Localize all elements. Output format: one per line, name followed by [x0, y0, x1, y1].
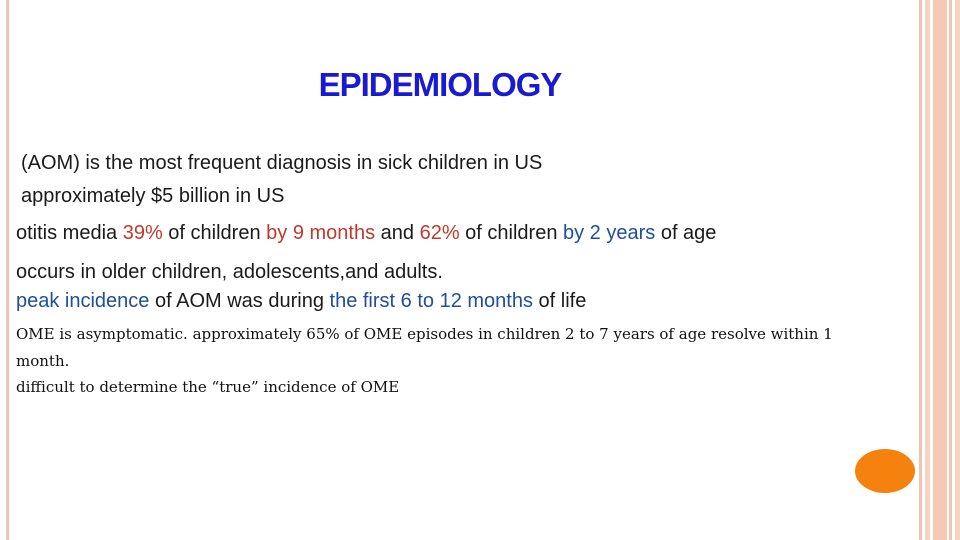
text-segment: and — [375, 222, 420, 244]
text-line-aom: (AOM) is the most frequent diagnosis in sick children in US — [21, 152, 543, 174]
text-line-older: occurs in older children, adolescents,and adults. — [16, 261, 443, 283]
slide-title: EPIDEMIOLOGY — [318, 66, 562, 103]
highlight-percent: 62% — [419, 222, 460, 244]
text-segment: of life — [532, 290, 587, 312]
text-line-ome-difficult: difficult to determine the “true” incidence of OME — [16, 378, 400, 396]
highlight-age: by 2 years — [563, 222, 656, 244]
text-segment: of age — [655, 222, 717, 244]
orange-circle-decoration — [855, 449, 915, 493]
right-stripe — [933, 0, 947, 540]
text-segment: of children — [459, 222, 563, 244]
text-line-peak — [16, 290, 586, 313]
highlight-months: the first 6 to 12 months — [329, 290, 533, 312]
text-segment: of AOM was during — [149, 290, 330, 312]
right-stripe — [949, 0, 952, 540]
text-segment: of children — [162, 222, 267, 244]
text-line-otitis — [16, 222, 716, 245]
text-segment: otitis media — [16, 222, 123, 244]
right-stripe — [955, 0, 960, 540]
highlight-age: by 9 months — [266, 222, 376, 244]
highlight-peak: peak incidence — [16, 290, 150, 312]
text-line-ome-cont: month. — [16, 352, 70, 370]
highlight-percent: 39% — [122, 222, 163, 244]
right-stripe — [919, 0, 922, 540]
right-stripe — [925, 0, 930, 540]
text-line-ome: OME is asymptomatic. approximately 65% of OME episodes in children 2 to 7 years of age resolve within 1 — [16, 325, 833, 343]
text-line-cost: approximately $5 billion in US — [21, 185, 285, 207]
